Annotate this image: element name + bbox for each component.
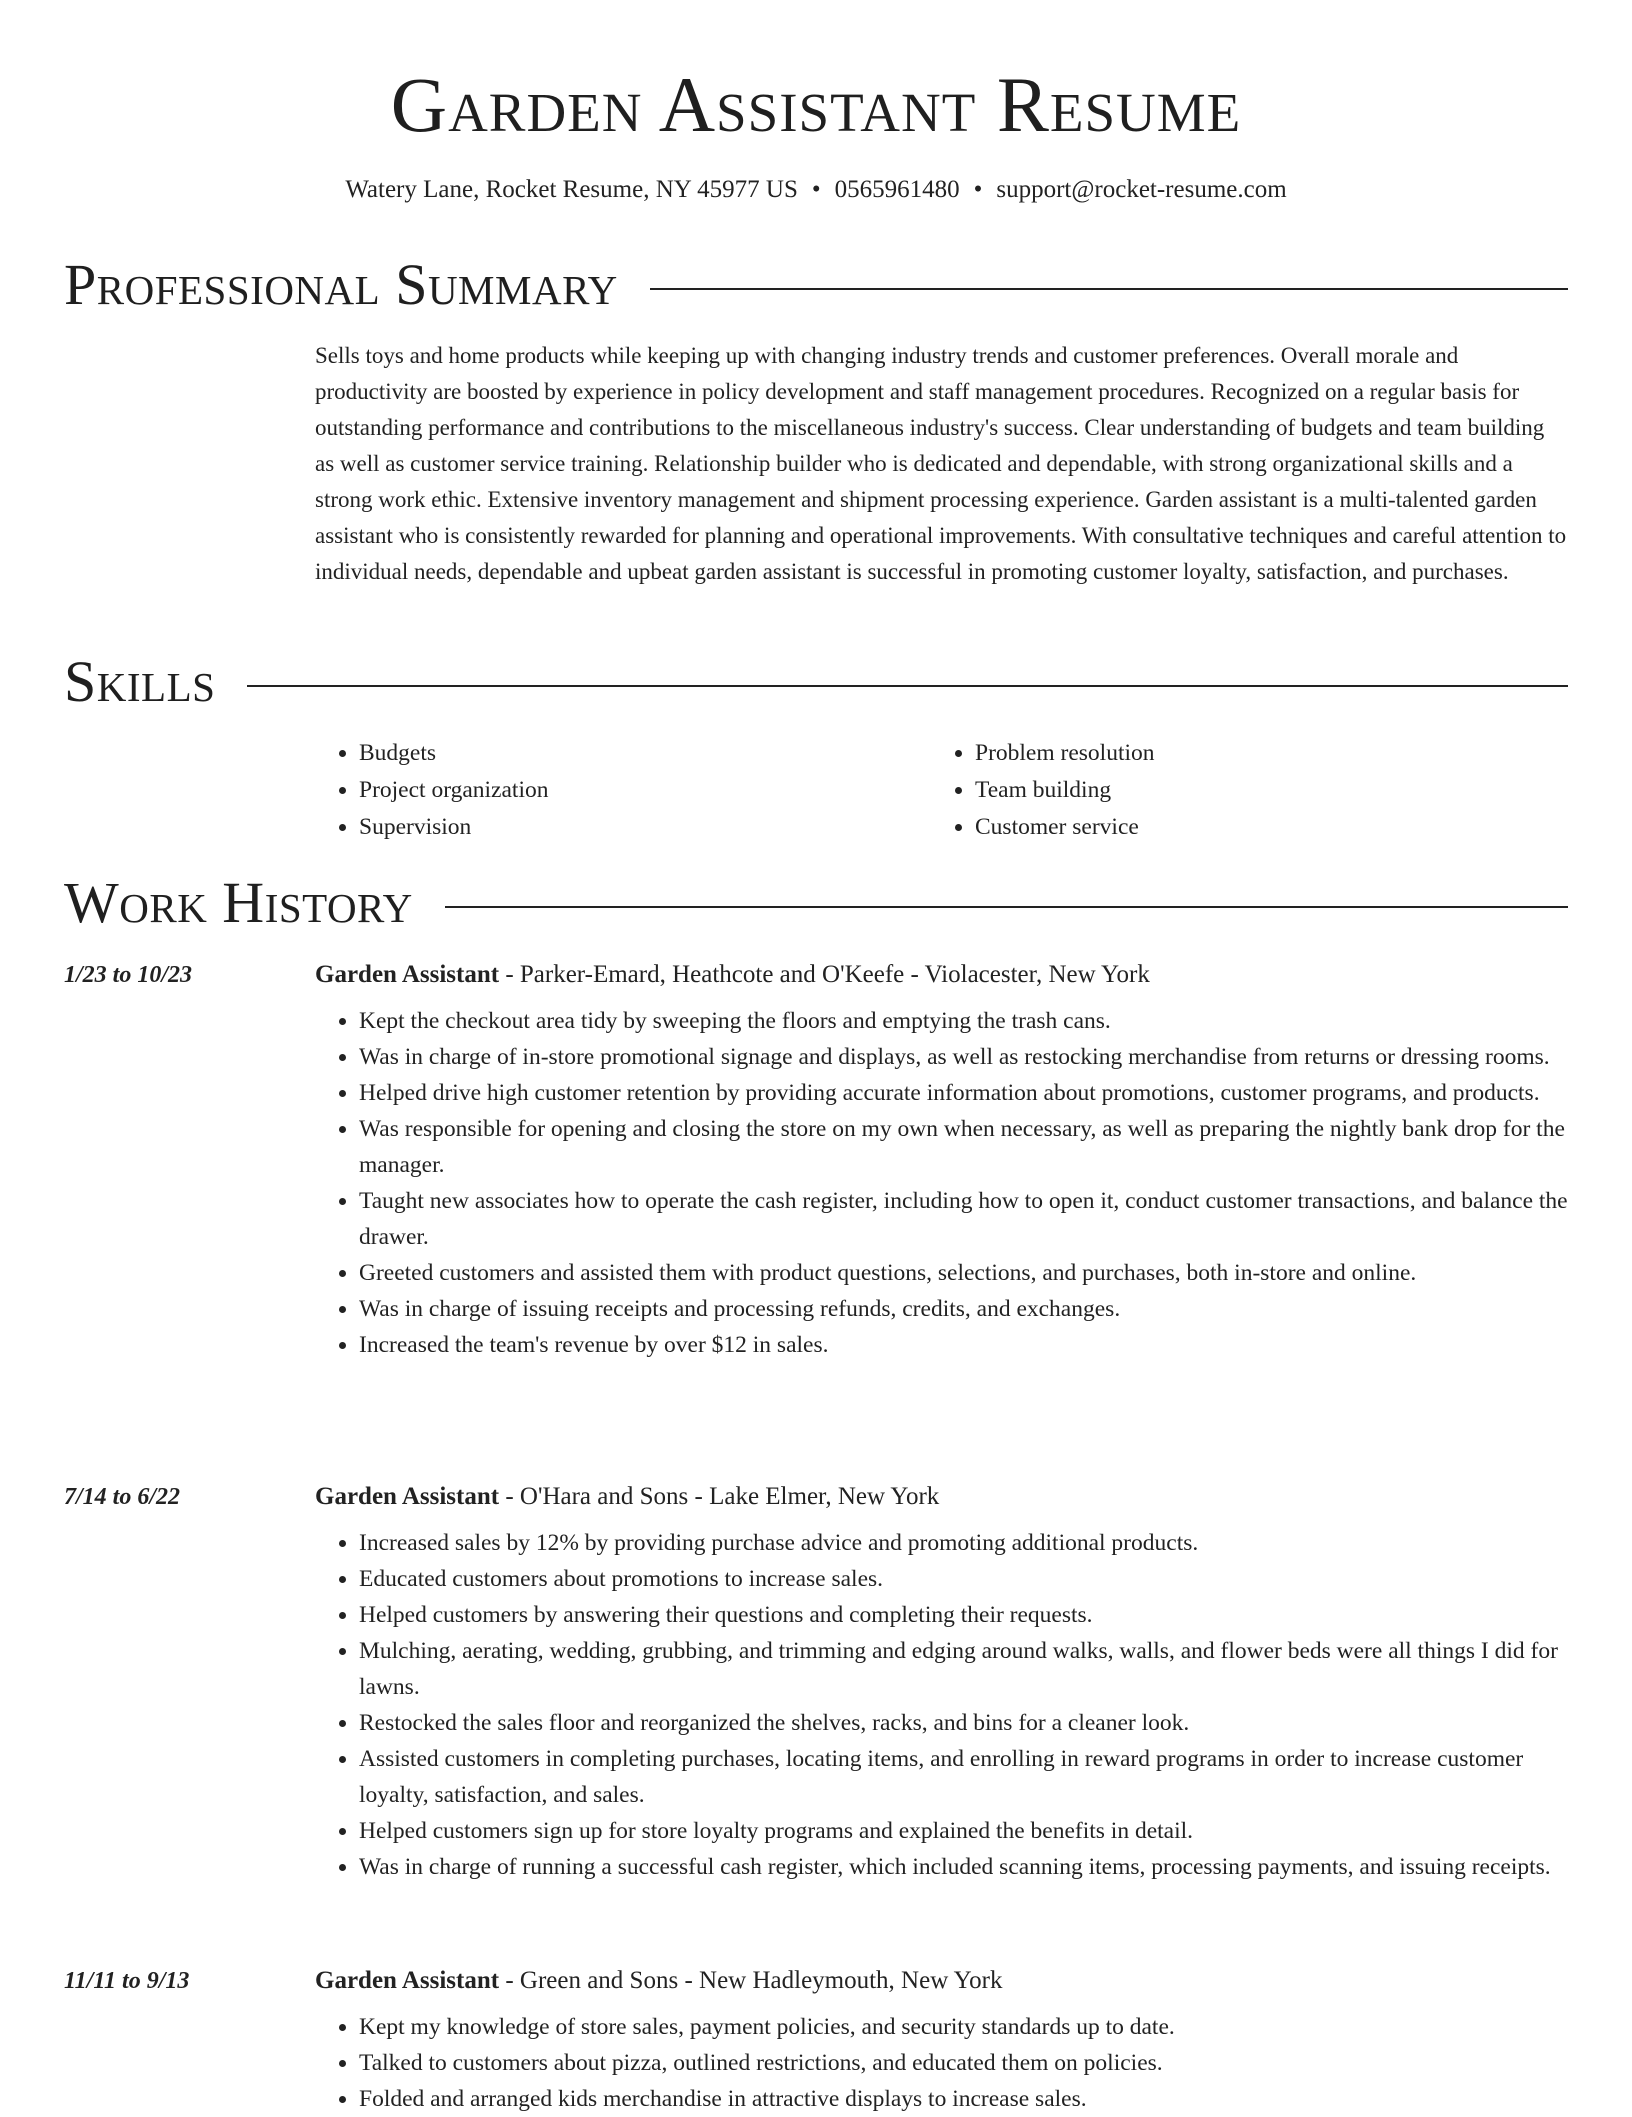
contact-line xyxy=(0,172,1632,208)
duty-item: • Was responsible for opening and closing the store on my own when necessary, as well as preparing the nightly bank drop for the manager. xyxy=(359,1111,1568,1183)
duty-item: • Increased sales by 12% by providing purchase advice and promoting additional products. xyxy=(359,1525,1568,1561)
job-employer: - Parker-Emard, Heathcote and O'Keefe - Violacester, New York xyxy=(499,961,1150,988)
duty-item: • Mulching, aerating, wedding, grubbing, and trimming and edging around walks, walls, and flower beds were all things I did for lawns. xyxy=(359,1633,1568,1705)
job-header xyxy=(315,957,1150,993)
duty-item: • Educated customers about promotions to increase sales. xyxy=(359,1561,1568,1597)
skill-item: • Project organization xyxy=(359,772,931,809)
skills-body xyxy=(315,735,1568,846)
duty-item: • Helped drive high customer retention by providing accurate information about promotions, customer programs, and products. xyxy=(359,1075,1568,1111)
contact-phone: 0565961480 xyxy=(834,176,960,203)
job-employer: - Green and Sons - New Hadleymouth, New York xyxy=(499,1967,1003,1994)
contact-separator: • xyxy=(973,176,983,203)
duty-item: • Kept the checkout area tidy by sweeping the floors and emptying the trash cans. xyxy=(359,1003,1568,1039)
skill-item: • Budgets xyxy=(359,735,931,772)
duty-item: • Greeted customers and assisted them with product questions, selections, and purchases, both in-store and online. xyxy=(359,1255,1568,1291)
skill-item: • Team building xyxy=(975,772,1547,809)
duty-item: • Increased the team's revenue by over $12 in sales. xyxy=(359,1327,1568,1363)
skills-divider xyxy=(247,685,1568,687)
job-duties xyxy=(315,1525,1568,1885)
job-employer: - O'Hara and Sons - Lake Elmer, New York xyxy=(499,1483,940,1510)
contact-address: Watery Lane, Rocket Resume, NY 45977 US xyxy=(345,176,798,203)
duty-item: • Kept my knowledge of store sales, payment policies, and security standards up to date. xyxy=(359,2009,1568,2045)
skills-section-header xyxy=(64,647,1568,717)
summary-body xyxy=(315,338,1568,590)
job-position: Garden Assistant xyxy=(315,961,500,988)
skills-list-left xyxy=(315,735,931,846)
work-heading: Work History xyxy=(64,870,413,935)
job-position: Garden Assistant xyxy=(315,1483,500,1510)
job-header xyxy=(315,1963,1002,1999)
summary-section-header xyxy=(64,250,1568,320)
job-dates: 7/14 to 6/22 xyxy=(64,1484,181,1510)
duty-item: • Folded and arranged kids merchandise in attractive displays to increase sales. xyxy=(359,2081,1568,2117)
skills-grid xyxy=(315,735,1568,846)
duty-item: • Assisted customers in completing purchases, locating items, and enrolling in reward programs in order to increase customer loyalty, satisfaction, and sales. xyxy=(359,1741,1568,1813)
job-duties xyxy=(315,2009,1568,2117)
duty-item: • Talked to customers about pizza, outlined restrictions, and educated them on policies. xyxy=(359,2045,1568,2081)
job-duties xyxy=(315,1003,1568,1363)
duty-item: • Helped customers by answering their questions and completing their requests. xyxy=(359,1597,1568,1633)
job-dates: 11/11 to 9/13 xyxy=(64,1968,190,1994)
work-section-header xyxy=(64,868,1568,938)
duty-item: • Helped customers sign up for store loyalty programs and explained the benefits in detail. xyxy=(359,1813,1568,1849)
skill-item: • Supervision xyxy=(359,809,931,846)
duty-item: • Was in charge of issuing receipts and processing refunds, credits, and exchanges. xyxy=(359,1291,1568,1327)
contact-email: support@rocket-resume.com xyxy=(996,176,1287,203)
resume-title: Garden Assistant Resume xyxy=(390,61,1242,148)
summary-heading: Professional Summary xyxy=(64,252,618,317)
duty-item: • Was in charge of in-store promotional signage and displays, as well as restocking merchandise from returns or dressing rooms. xyxy=(359,1039,1568,1075)
duty-item: • Was in charge of running a successful cash register, which included scanning items, processing payments, and issuing receipts. xyxy=(359,1849,1568,1885)
skill-item: • Problem resolution xyxy=(975,735,1547,772)
contact-separator: • xyxy=(811,176,821,203)
skill-item: • Customer service xyxy=(975,809,1547,846)
summary-divider xyxy=(650,288,1568,290)
skills-heading: Skills xyxy=(64,649,216,714)
work-divider xyxy=(445,906,1568,908)
job-position: Garden Assistant xyxy=(315,1967,500,1994)
duty-item: • Taught new associates how to operate the cash register, including how to open it, conduct customer transactions, and balance the drawer. xyxy=(359,1183,1568,1255)
skills-list-right xyxy=(931,735,1547,846)
job-header xyxy=(315,1479,939,1515)
summary-text: Sells toys and home products while keeping up with changing industry trends and customer preferences. Overall morale and productivity are boosted by experience in policy development and staff management procedures. Recognized on a regular basis for outstanding performance and contributions to the miscellaneous industry's success. Clear understanding of budgets and team building as well as customer service training. Relationship builder who is dedicated and dependable, with strong organizational skills and a strong work ethic. Extensive inventory management and shipment processing experience. Garden assistant is a multi-talented garden assistant who is consistently rewarded for planning and operational improvements. With consultative techniques and careful attention to individual needs, dependable and upbeat garden assistant is successful in promoting customer loyalty, satisfaction, and purchases. xyxy=(315,343,1567,584)
duty-item: • Restocked the sales floor and reorganized the shelves, racks, and bins for a cleaner look. xyxy=(359,1705,1568,1741)
job-dates: 1/23 to 10/23 xyxy=(64,962,193,988)
